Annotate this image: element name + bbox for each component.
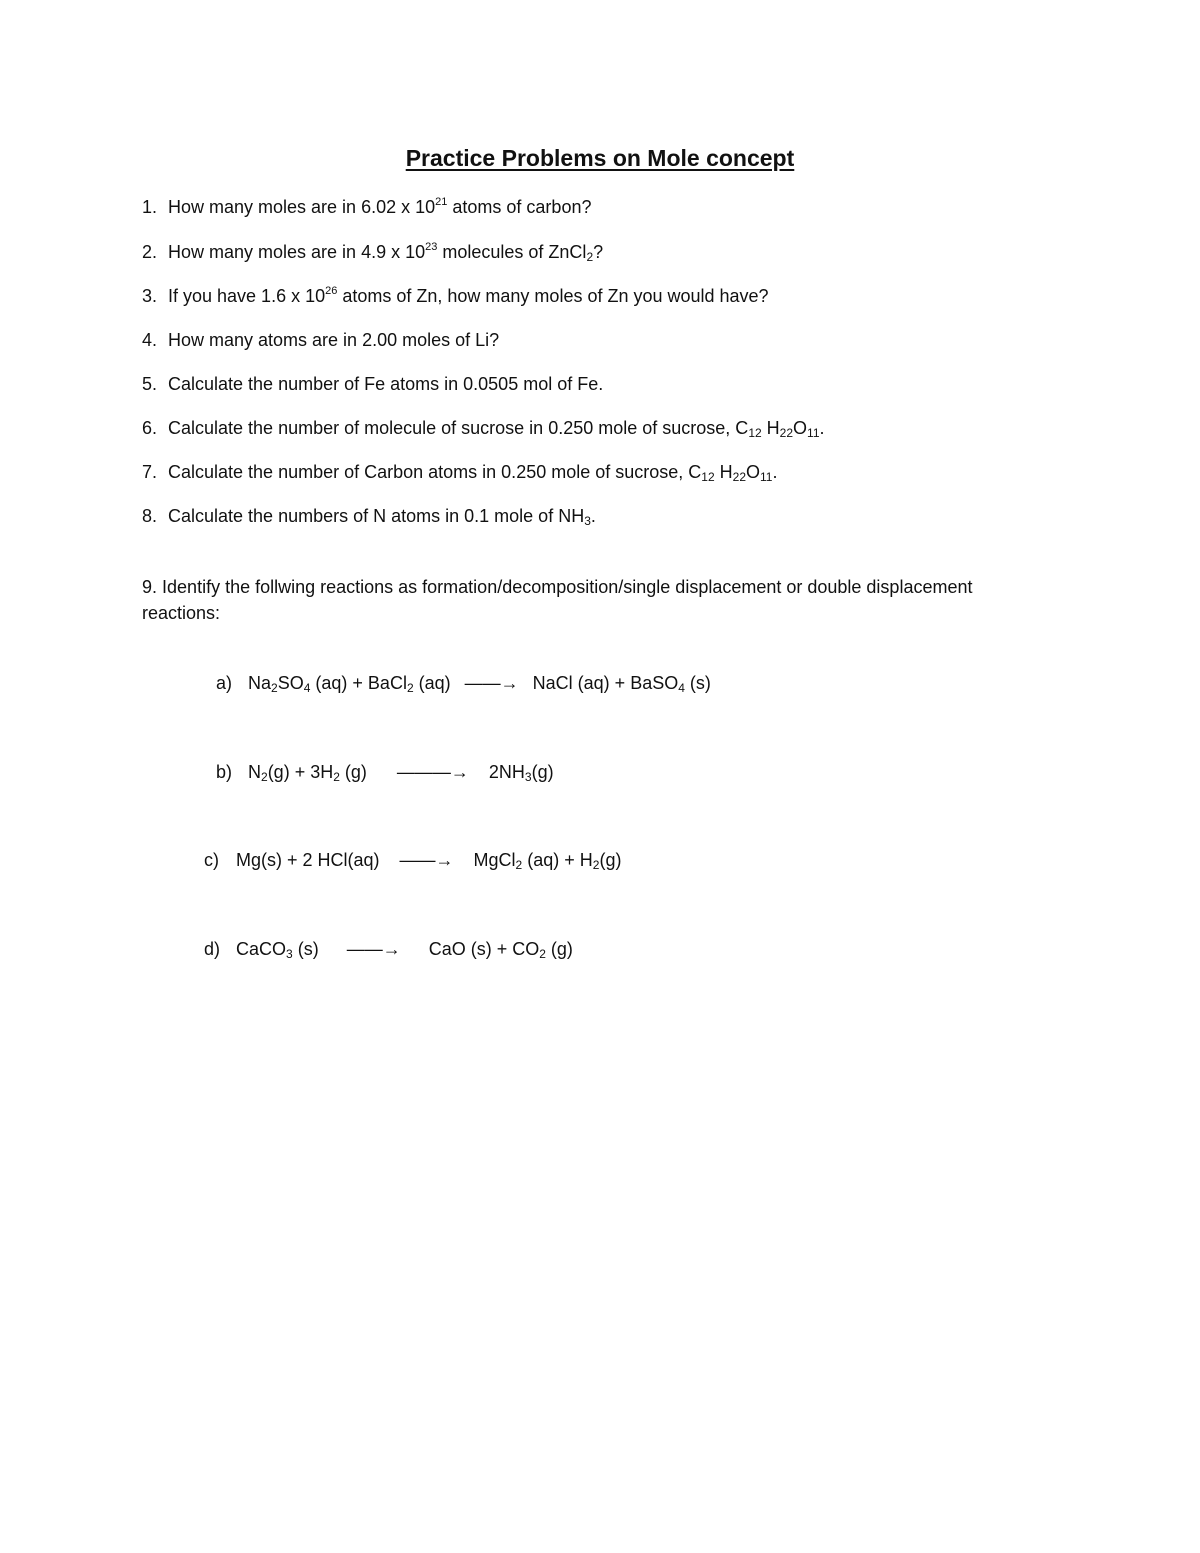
exponent: 26	[325, 285, 338, 297]
problem-text: .	[772, 462, 778, 482]
subscript: 2	[271, 681, 278, 695]
subscript: 22	[732, 470, 746, 484]
subscript: 12	[748, 426, 762, 440]
problem-text: How many moles are in 4.9 x 10	[168, 242, 426, 262]
subscript: 11	[807, 426, 820, 440]
formula-part: 2NH	[488, 762, 525, 782]
formula-part: (g) + 3H	[267, 762, 334, 782]
problem-9	[142, 574, 1042, 626]
subscript: 2	[261, 770, 268, 784]
problem-text: How many atoms are in 2.00 moles of Li?	[168, 330, 500, 350]
formula-part: N	[248, 762, 261, 782]
problem-6	[142, 416, 825, 440]
subscript: 12	[701, 470, 715, 484]
reaction-arrow: ——→	[346, 939, 401, 959]
problem-text: .	[819, 418, 825, 438]
formula-part: (s)	[684, 673, 711, 693]
reaction-letter: d)	[204, 939, 221, 959]
exponent: 21	[435, 196, 448, 208]
formula-part: CaCO	[236, 939, 287, 959]
subscript: 3	[524, 770, 532, 784]
subscript: 22	[779, 426, 794, 440]
problem-number: 4.	[142, 330, 158, 350]
problem-4	[142, 328, 499, 352]
problem-text: Calculate the number of molecule of sucrose in 0.250 mole of sucrose, C	[168, 418, 749, 438]
subscript: 2	[406, 681, 414, 695]
subscript: 3	[584, 514, 591, 528]
problem-7	[142, 460, 778, 484]
problem-number: 8.	[142, 506, 158, 526]
subscript: 11	[760, 470, 773, 484]
reaction-letter: c)	[204, 850, 219, 870]
problem-5	[142, 372, 603, 396]
reaction-letter: b)	[216, 762, 233, 782]
reaction-letter: a)	[216, 673, 233, 693]
formula-part: (g)	[531, 762, 554, 782]
problem-text: How many moles are in 6.02 x 10	[168, 197, 436, 217]
reaction-d	[204, 937, 573, 961]
formula-part: (aq) + BaCl	[310, 673, 407, 693]
reaction-arrow: ——→	[464, 673, 519, 693]
formula-part: (g)	[545, 939, 573, 959]
formula-part: CaO (s) + CO	[428, 939, 540, 959]
formula-part: Mg(s) + 2 HCl(aq)	[236, 850, 380, 870]
problem-3	[142, 284, 769, 308]
page-title: Practice Problems on Mole concept	[405, 145, 795, 171]
formula-part: H	[714, 462, 733, 482]
formula-part: NaCl (aq) + BaSO	[532, 673, 679, 693]
formula-part: (g)	[339, 762, 367, 782]
problem-8	[142, 504, 596, 528]
reaction-a	[216, 671, 711, 695]
formula-part: O	[793, 418, 808, 438]
formula-part: SO	[277, 673, 304, 693]
problem-number: 9.	[142, 577, 158, 597]
subscript: 2	[333, 770, 340, 784]
formula-part: H	[761, 418, 780, 438]
problem-text: Calculate the numbers of N atoms in 0.1 mole of NH	[168, 506, 585, 526]
reaction-arrow: ——→	[399, 850, 454, 870]
problem-number: 6.	[142, 418, 158, 438]
problem-1	[142, 195, 591, 219]
formula-part: MgCl	[473, 850, 516, 870]
problem-text: atoms of carbon?	[447, 197, 592, 217]
problem-number: 2.	[142, 242, 158, 262]
problem-text: .	[590, 506, 596, 526]
problem-text: Calculate the number of Carbon atoms in 0.250 mole of sucrose, C	[168, 462, 702, 482]
problem-text: Identify the follwing reactions as formation/decomposition/single displacement or double displacement reactions:	[142, 577, 973, 623]
problem-text: Calculate the number of Fe atoms in 0.0505 mol of Fe.	[168, 374, 604, 394]
formula-part: O	[746, 462, 761, 482]
formula-part: (s)	[292, 939, 319, 959]
subscript: 4	[678, 681, 685, 695]
problem-number: 3.	[142, 286, 158, 306]
subscript: 2	[515, 858, 523, 872]
problem-text: ?	[593, 242, 604, 262]
problem-number: 1.	[142, 197, 158, 217]
reaction-arrow: ———→	[396, 762, 469, 782]
reaction-b	[216, 760, 554, 784]
formula-part: Na	[248, 673, 272, 693]
problem-text: molecules of ZnCl	[437, 242, 587, 262]
subscript: 3	[286, 947, 293, 961]
problem-number: 7.	[142, 462, 158, 482]
formula-part: (aq) + H	[522, 850, 593, 870]
reaction-c	[204, 848, 621, 872]
formula-part: (aq)	[413, 673, 451, 693]
subscript: 2	[539, 947, 546, 961]
problem-text: atoms of Zn, how many moles of Zn you would have?	[337, 286, 769, 306]
subscript: 2	[586, 250, 594, 264]
exponent: 23	[425, 241, 438, 253]
subscript: 4	[303, 681, 311, 695]
problem-number: 5.	[142, 374, 158, 394]
subscript: 2	[592, 858, 600, 872]
problem-2	[142, 240, 603, 264]
formula-part: (g)	[599, 850, 622, 870]
problem-text: If you have 1.6 x 10	[168, 286, 326, 306]
